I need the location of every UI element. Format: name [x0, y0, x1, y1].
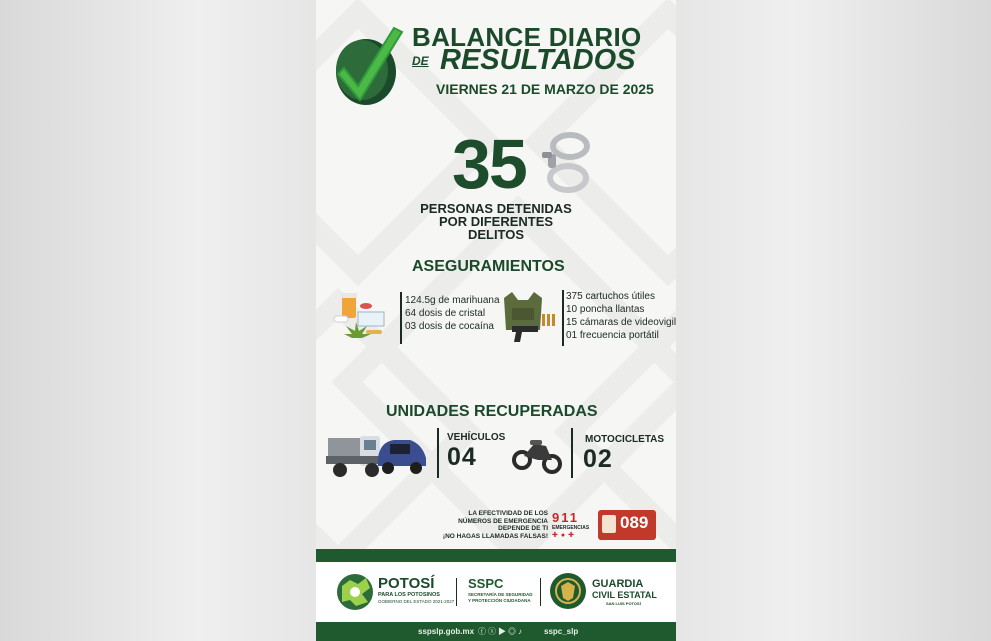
divider — [571, 428, 573, 478]
car-icon — [374, 432, 430, 476]
equipment-item: 10 poncha llantas — [566, 304, 645, 315]
instagram-icon[interactable]: ◎ — [508, 627, 518, 636]
sspc-name: SSPC — [468, 576, 504, 591]
vest-icon — [498, 290, 558, 346]
results-poster — [316, 0, 676, 641]
warning-line: LA EFECTIVIDAD DE LOS — [468, 510, 548, 517]
equipment-item: 15 cámaras de videovigil — [566, 317, 676, 328]
guardia-sub: SAN LUIS POTOSÍ — [606, 601, 641, 606]
divider — [562, 290, 564, 346]
divider — [400, 292, 402, 344]
drug-item: 03 dosis de cocaína — [405, 321, 494, 332]
guardia-badge-icon — [549, 572, 587, 610]
divider — [456, 578, 457, 606]
footer-band-top — [316, 549, 676, 562]
handcuffs-icon — [534, 130, 596, 196]
warning-line: ¡NO HAGAS LLAMADAS FALSAS! — [442, 532, 548, 540]
title-line1: BALANCE DIARIO — [412, 22, 642, 52]
website-link[interactable]: sspslp.gob.mx — [418, 627, 475, 636]
social-handle[interactable]: sspc_slp — [544, 627, 579, 636]
aseguramientos-title: ASEGURAMIENTOS — [412, 258, 565, 275]
unidades-title: UNIDADES RECUPERADAS — [386, 403, 598, 420]
equipment-item: 375 cartuchos útiles — [566, 291, 655, 302]
footer-logos — [316, 562, 676, 622]
potosi-name: POTOSÍ — [378, 575, 435, 592]
motorcycles-label: MOTOCICLETAS — [585, 434, 665, 445]
emergency-warning — [434, 510, 548, 540]
motorcycles-count: 02 — [583, 445, 613, 473]
divider — [540, 578, 541, 606]
potosi-sub1: PARA LOS POTOSINOS — [378, 592, 440, 598]
number-911: 911 — [552, 510, 579, 525]
shield-icon — [602, 515, 616, 533]
drug-item: 64 dosis de cristal — [405, 308, 486, 319]
potosi-sub2: GOBIERNO DEL ESTADO 2021-2027 — [378, 599, 455, 604]
warning-line: NÚMEROS DE EMERGENCIA — [458, 517, 548, 525]
badge-089 — [598, 510, 656, 540]
label-911: EMERGENCIAS — [552, 525, 590, 531]
vehicles-count: 04 — [447, 443, 477, 471]
detainees-label-line: POR DIFERENTES — [438, 214, 554, 229]
guardia-name1: GUARDIA — [592, 578, 644, 590]
x-icon[interactable]: ⓧ — [488, 627, 498, 636]
badge-911 — [552, 511, 588, 541]
equipment-list — [566, 290, 676, 342]
warning-line: DEPENDE DE TI — [498, 525, 548, 533]
drugs-icon — [332, 290, 398, 350]
detainees-label-line: DELITOS — [467, 227, 525, 242]
facebook-icon[interactable]: ⓕ — [478, 627, 488, 636]
sspc-sub2: Y PROTECCIÓN CIUDADANA — [468, 598, 531, 603]
number-089: 089 — [620, 513, 649, 532]
detainees-label-line: PERSONAS DETENIDAS — [420, 201, 572, 216]
footer-band-bottom — [316, 622, 676, 641]
title-line2: RESULTADOS — [440, 44, 636, 76]
potosi-logo-icon — [336, 572, 374, 612]
motorcycle-icon — [512, 430, 562, 476]
detainees-label — [396, 202, 596, 241]
detainees-count: 35 — [452, 125, 526, 203]
sspc-sub1: SECRETARÍA DE SEGURIDAD — [468, 592, 533, 597]
check-icon — [330, 20, 410, 110]
guardia-name2: CIVIL ESTATAL — [592, 590, 657, 600]
title-de: DE — [412, 54, 429, 68]
emergency-icons: ✚●✚ — [552, 532, 577, 539]
youtube-icon[interactable]: ▶ — [498, 627, 508, 636]
tiktok-icon[interactable]: ♪ — [518, 627, 524, 636]
divider — [437, 428, 439, 478]
drugs-list — [405, 294, 500, 333]
drug-item: 124.5g de marihuana — [405, 295, 500, 306]
social-icons — [478, 626, 524, 637]
report-date: VIERNES 21 DE MARZO DE 2025 — [436, 81, 654, 97]
vehicles-label: VEHÍCULOS — [447, 432, 506, 443]
equipment-item: 01 frecuencia portátil — [566, 330, 659, 341]
